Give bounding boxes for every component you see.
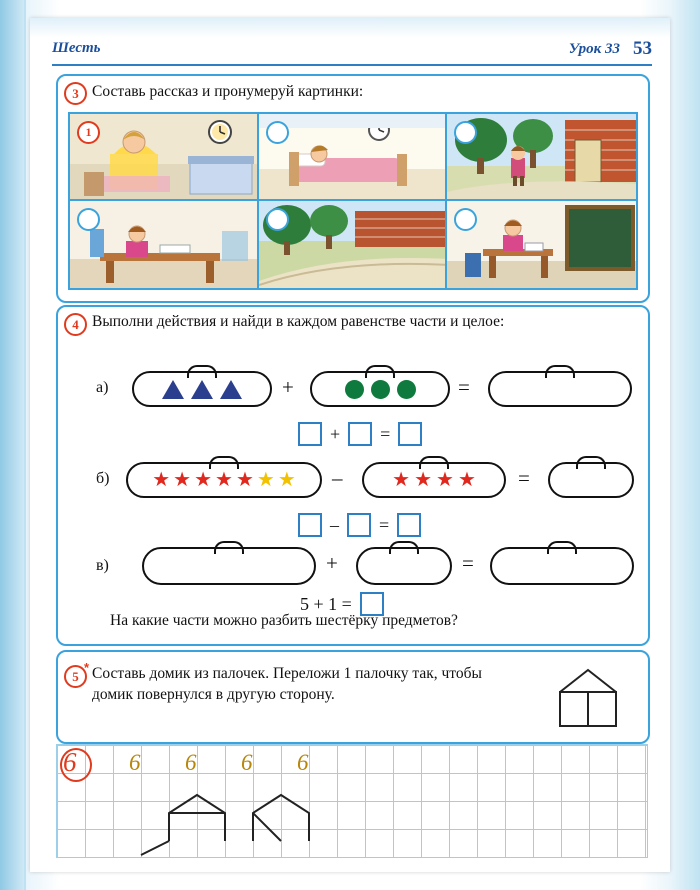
digit-highlight-circle — [60, 748, 92, 782]
row-b-right-brace — [419, 456, 449, 469]
answer-box[interactable] — [348, 422, 372, 446]
answer-box[interactable] — [347, 513, 371, 537]
circle-shape — [397, 380, 416, 399]
row-b-operator: – — [332, 466, 343, 490]
picture-cell[interactable] — [447, 201, 636, 288]
worksheet-grid[interactable] — [56, 744, 648, 858]
star-shape: ★ — [215, 469, 233, 491]
row-a-result-brace — [545, 365, 575, 378]
task-5-star: * — [84, 660, 90, 675]
task-5-number: 5 — [64, 665, 87, 688]
stick-house-icon — [540, 662, 626, 728]
star-shape: ★ — [173, 469, 192, 491]
star-shape: ★ — [194, 469, 213, 491]
row-c-equation-text: 5 + 1 = — [300, 593, 352, 614]
equals-sign: = — [380, 423, 391, 444]
star-shape: ★ — [392, 469, 411, 491]
task-3-number: 3 — [64, 82, 87, 105]
minus-sign: – — [330, 514, 339, 535]
plus-sign: + — [330, 423, 341, 444]
task-4-row-b-letter: б) — [96, 470, 110, 487]
task-4-prompt: Выполни действия и найди в каждом равенстве части и целое: — [92, 313, 505, 330]
picture-order-circle[interactable]: 1 — [77, 121, 100, 144]
picture-cell[interactable] — [70, 201, 259, 288]
digit-six[interactable]: 6 — [297, 750, 309, 775]
digit-six[interactable]: 6 — [241, 750, 253, 775]
circle-shape — [371, 380, 390, 399]
picture-cell[interactable] — [259, 201, 448, 288]
page-header — [52, 40, 652, 66]
task-5-prompt: Составь домик из палочек. Переложи 1 палочку так, чтобы домик повернулся в другую сторону. — [92, 665, 482, 703]
answer-box[interactable] — [398, 422, 422, 446]
picture-cell[interactable] — [70, 114, 259, 201]
page-top-band — [30, 18, 670, 38]
picture-cell[interactable] — [259, 114, 448, 201]
triangle-shape — [191, 380, 213, 399]
page-number: 53 — [633, 38, 652, 59]
digit-six[interactable]: 6 — [63, 747, 77, 777]
task-4-row-a-letter: а) — [96, 379, 109, 396]
row-b-equals: = — [518, 466, 530, 490]
task-4-question: На какие части можно разбить шестёрку предметов? — [110, 612, 458, 629]
row-b-result-brace — [576, 456, 606, 469]
answer-box[interactable] — [298, 513, 322, 537]
row-c-right-brace — [389, 541, 419, 554]
star-shape-yellow: ★ — [256, 469, 275, 491]
star-shape-yellow: ★ — [277, 469, 296, 491]
task-3-prompt: Составь рассказ и пронумеруй картинки: — [92, 83, 364, 100]
header-title: Шесть — [52, 40, 101, 56]
row-c-left-brace — [214, 541, 244, 554]
star-shape: ★ — [235, 469, 254, 491]
header-lesson: Урок 33 — [568, 41, 620, 57]
answer-box[interactable] — [298, 422, 322, 446]
triangle-shape — [162, 380, 184, 399]
row-b-left-brace — [209, 456, 239, 469]
picture-order-circle[interactable] — [266, 121, 289, 144]
task-4-row-c-letter: в) — [96, 557, 109, 574]
picture-cell[interactable] — [447, 114, 636, 201]
answer-box[interactable] — [397, 513, 421, 537]
digit-six[interactable]: 6 — [185, 750, 197, 775]
star-shape: ★ — [152, 469, 171, 491]
triangle-shape — [220, 380, 242, 399]
header-divider — [52, 64, 652, 66]
row-a-equation[interactable] — [298, 422, 422, 446]
row-c-equals: = — [462, 551, 474, 575]
picture-order-circle[interactable] — [266, 208, 289, 231]
book-spine — [0, 0, 24, 890]
row-c-operator: + — [326, 551, 338, 575]
star-shape: ★ — [414, 469, 432, 491]
digit-six[interactable]: 6 — [129, 750, 141, 775]
task-3-picture-grid — [68, 112, 638, 290]
row-c-result-brace — [547, 541, 577, 554]
row-a-equals: = — [458, 375, 470, 399]
row-b-equation[interactable] — [298, 513, 421, 537]
picture-order-circle[interactable] — [77, 208, 100, 231]
row-a-operator: + — [282, 375, 294, 399]
circle-shape — [345, 380, 364, 399]
star-shape: ★ — [436, 469, 454, 491]
row-a-left-brace — [187, 365, 217, 378]
task-4-number: 4 — [64, 313, 87, 336]
row-a-right-brace — [365, 365, 395, 378]
star-shape: ★ — [457, 469, 476, 491]
equals-sign: = — [379, 514, 390, 535]
